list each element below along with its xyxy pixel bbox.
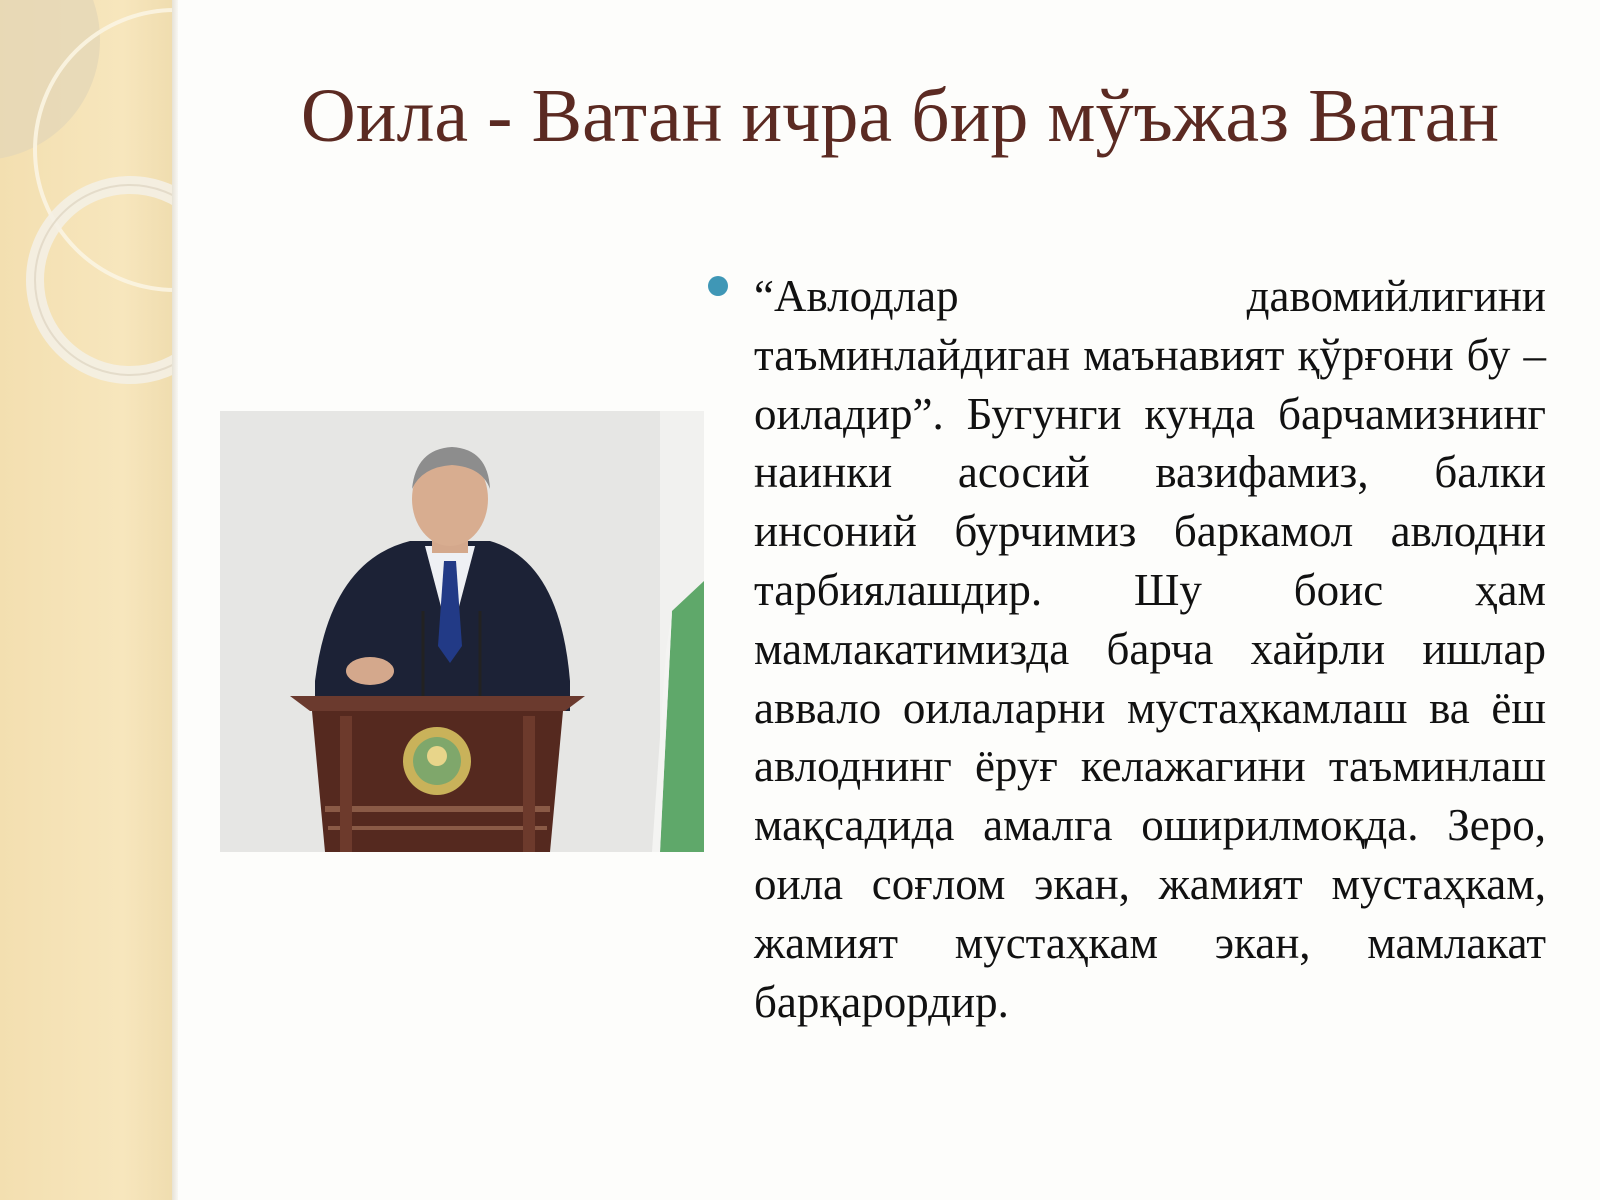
slide-title: Оила - Ватан ичра бир мўъжаз Ватан <box>300 74 1500 158</box>
decorative-side-panel <box>0 0 176 1200</box>
speaker-at-podium-image <box>220 411 704 852</box>
bullet-icon <box>708 276 728 296</box>
decorative-circles <box>0 0 176 1200</box>
speaker-photo <box>220 411 704 852</box>
side-panel-edge <box>172 0 178 1200</box>
slide-body-text: “Авлодлар давомийлигини таъминлайдиган маънавият қўрғони бу – оиладир”. Бугунги кунда барчамизнинг наинки асосий вазифамиз, балки инсоний бурчимиз баркамол авлодни тарбиялашдир. Шу боис ҳам мамлакатимизда барча хайрли ишлар аввало оилаларни мустаҳкамлаш ва ёш авлоднинг ёруғ келажагини таъминлаш мақсадида амалга оширилмоқда. Зеро, оила соғлом экан, жамият мустаҳкам, жамият мустаҳкам экан, мамлакат барқарордир. <box>754 271 1546 1027</box>
